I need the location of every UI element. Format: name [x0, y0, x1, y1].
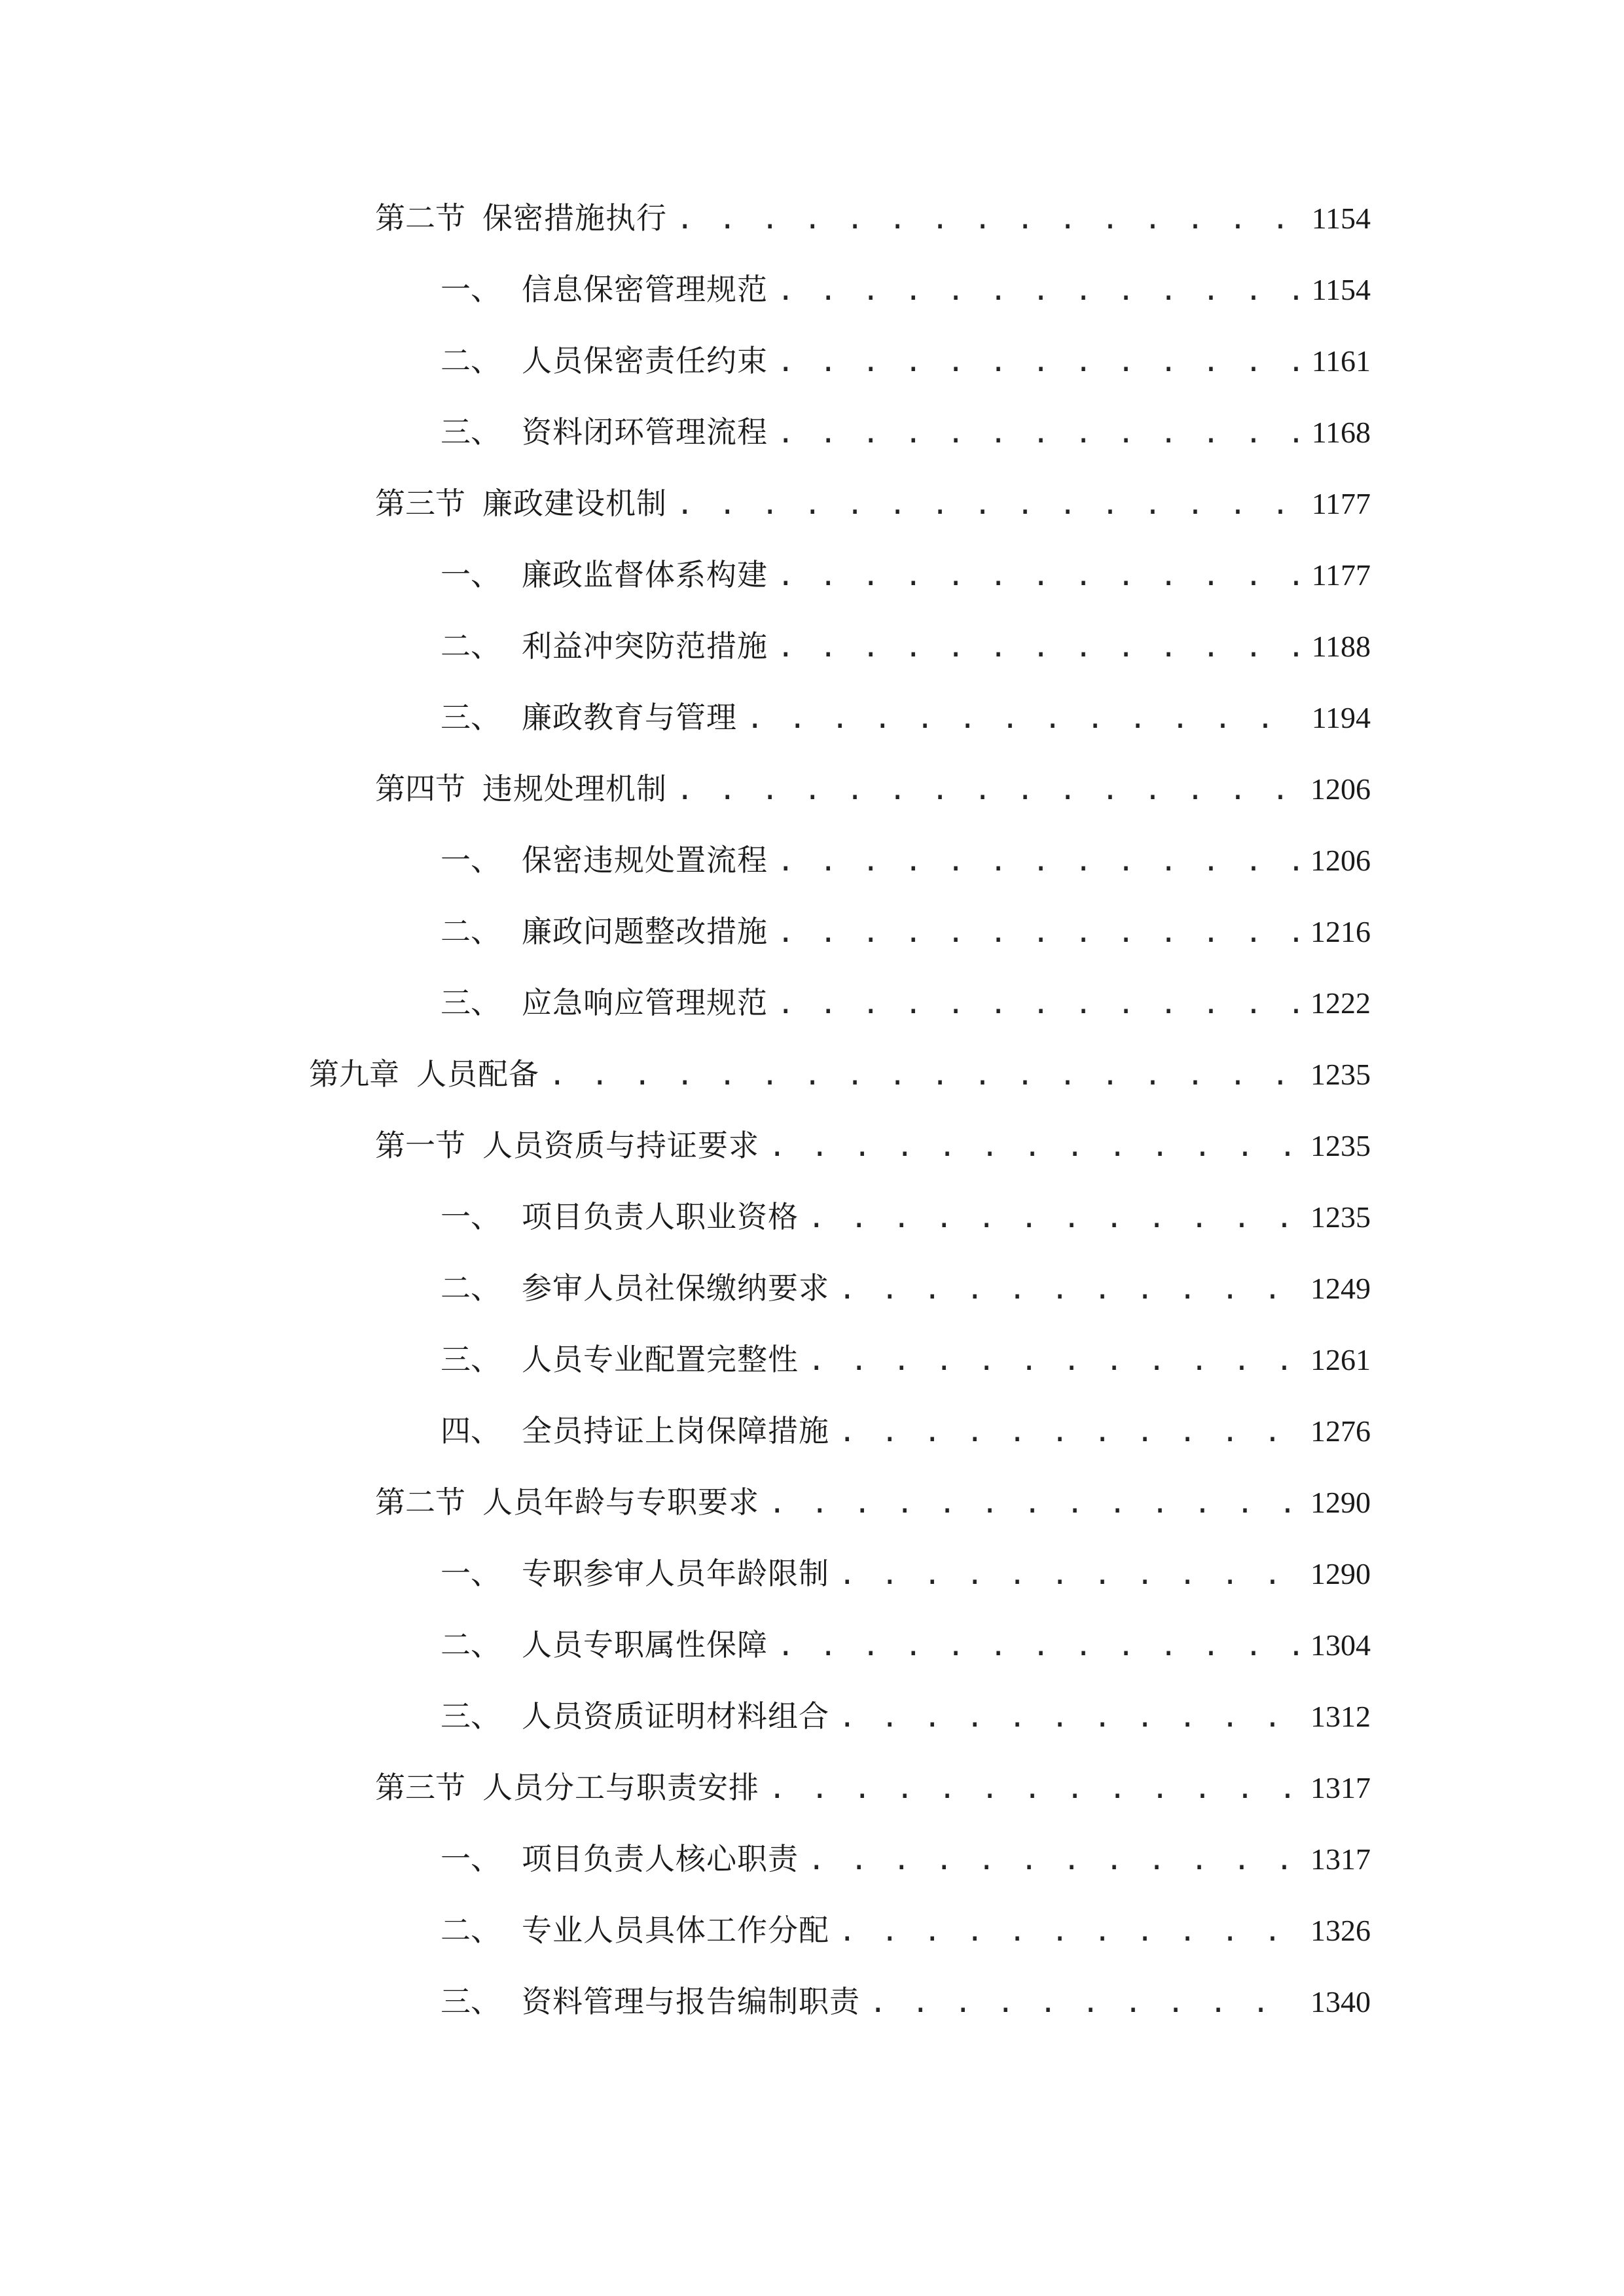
toc-entry-title: 保密措施执行 — [482, 200, 667, 236]
toc-entry-number: 一、 — [441, 272, 501, 307]
dot-leader — [549, 1052, 1299, 1097]
toc-entry[interactable] — [375, 480, 1371, 526]
toc-entry-page: 1317 — [1310, 1842, 1371, 1876]
toc-entry-page: 1194 — [1311, 701, 1371, 734]
toc-entry-page: 1206 — [1310, 772, 1371, 806]
toc-entry[interactable] — [375, 766, 1371, 812]
toc-entry-number: 一、 — [441, 1841, 501, 1876]
toc-entry-number: 二、 — [441, 1270, 501, 1306]
toc-entry-title: 人员保密责任约束 — [522, 343, 768, 378]
toc-entry-number: 三、 — [441, 1342, 501, 1377]
toc-entry-number: 第三节 — [375, 1770, 465, 1805]
toc-entry-title: 保密违规处置流程 — [522, 842, 768, 878]
toc-entry-number: 三、 — [441, 985, 501, 1020]
toc-entry-page: 1161 — [1311, 344, 1371, 378]
dot-leader — [676, 196, 1300, 241]
dot-leader — [777, 553, 1300, 598]
toc-entry-number: 一、 — [441, 1556, 501, 1591]
toc-entry-page: 1216 — [1310, 915, 1371, 948]
toc-entry-title: 专业人员具体工作分配 — [522, 1912, 829, 1948]
toc-entry-title: 资料管理与报告编制职责 — [522, 1984, 860, 2019]
dot-leader — [808, 1338, 1299, 1382]
dot-leader — [808, 1837, 1299, 1882]
dot-leader — [869, 1980, 1299, 2024]
toc-entry-title: 廉政建设机制 — [482, 486, 667, 521]
toc-entry-number: 第二节 — [375, 200, 465, 236]
toc-entry-page: 1235 — [1310, 1200, 1371, 1234]
toc-entry-page: 1312 — [1310, 1700, 1371, 1733]
toc-entry-title: 参审人员社保缴纳要求 — [522, 1270, 829, 1306]
toc-entry-title: 廉政监督体系构建 — [522, 557, 768, 592]
toc-entry-title: 人员专业配置完整性 — [522, 1342, 799, 1377]
dot-leader — [839, 1409, 1299, 1454]
toc-entry[interactable] — [441, 1979, 1371, 2024]
toc-entry-page: 1154 — [1311, 202, 1371, 235]
dot-leader — [676, 767, 1299, 812]
toc-entry[interactable] — [441, 837, 1371, 883]
toc-entry-title: 人员资质证明材料组合 — [522, 1698, 829, 1734]
dot-leader — [839, 1695, 1299, 1739]
toc-entry[interactable] — [441, 980, 1371, 1026]
toc-entry-title: 资料闭环管理流程 — [522, 414, 768, 450]
toc-entry-page: 1340 — [1310, 1985, 1371, 2018]
dot-leader — [777, 410, 1300, 455]
toc-entry[interactable] — [441, 1551, 1371, 1596]
toc-entry[interactable] — [375, 1765, 1371, 1810]
toc-entry[interactable] — [375, 1122, 1371, 1168]
toc-entry[interactable] — [441, 1265, 1371, 1311]
toc-entry[interactable] — [441, 552, 1371, 598]
toc-entry[interactable] — [441, 1194, 1371, 1240]
toc-entry[interactable] — [441, 694, 1371, 740]
toc-entry-number: 二、 — [441, 1912, 501, 1948]
dot-leader — [768, 1766, 1299, 1810]
toc-entry-number: 二、 — [441, 1627, 501, 1662]
toc-entry-page: 1249 — [1310, 1272, 1371, 1305]
toc-entry-page: 1177 — [1311, 487, 1371, 520]
dot-leader — [839, 1552, 1299, 1596]
toc-entry-page: 1326 — [1310, 1914, 1371, 1947]
toc-entry-number: 一、 — [441, 842, 501, 878]
toc-entry-title: 项目负责人核心职责 — [522, 1841, 799, 1876]
toc-entry-title: 人员分工与职责安排 — [482, 1770, 759, 1805]
toc-entry-number: 三、 — [441, 414, 501, 450]
toc-entry[interactable] — [441, 1408, 1371, 1454]
dot-leader — [777, 1623, 1299, 1668]
toc-entry[interactable] — [375, 195, 1371, 241]
toc-entry-page: 1168 — [1311, 416, 1371, 449]
toc-entry[interactable] — [441, 1693, 1371, 1739]
toc-entry-title: 廉政教育与管理 — [522, 700, 737, 735]
toc-entry-number: 第九章 — [309, 1056, 399, 1092]
toc-entry-number: 二、 — [441, 914, 501, 949]
toc-entry[interactable] — [441, 908, 1371, 954]
toc-entry-number: 第三节 — [375, 486, 465, 521]
toc-entry-page: 1154 — [1311, 273, 1371, 306]
toc-entry-number: 三、 — [441, 1698, 501, 1734]
toc-entry[interactable] — [441, 1836, 1371, 1882]
toc-entry-number: 第二节 — [375, 1484, 465, 1520]
toc-entry-page: 1317 — [1310, 1771, 1371, 1804]
dot-leader — [777, 624, 1300, 669]
toc-entry[interactable] — [441, 623, 1371, 669]
toc-entry-number: 二、 — [441, 343, 501, 378]
toc-entry-number: 一、 — [441, 1199, 501, 1234]
toc-entry-number: 四、 — [441, 1413, 501, 1448]
dot-leader — [777, 910, 1299, 954]
toc-entry-number: 三、 — [441, 1984, 501, 2019]
toc-entry-page: 1222 — [1310, 986, 1371, 1020]
toc-entry[interactable] — [441, 338, 1371, 384]
toc-entry-title: 人员专职属性保障 — [522, 1627, 768, 1662]
toc-entry[interactable] — [441, 1336, 1371, 1382]
toc-entry-number: 三、 — [441, 700, 501, 735]
dot-leader — [768, 1124, 1299, 1168]
dot-leader — [839, 1266, 1299, 1311]
dot-leader — [808, 1195, 1299, 1240]
toc-entry-title: 违规处理机制 — [482, 771, 667, 806]
toc-entry-title: 人员资质与持证要求 — [482, 1128, 759, 1163]
toc-entry[interactable] — [441, 1907, 1371, 1953]
toc-entry-title: 项目负责人职业资格 — [522, 1199, 799, 1234]
toc-entry-title: 应急响应管理规范 — [522, 985, 768, 1020]
toc-entry-page: 1177 — [1311, 558, 1371, 592]
toc-entry[interactable] — [375, 1479, 1371, 1525]
toc-entry-number: 一、 — [441, 557, 501, 592]
toc-entry-page: 1304 — [1310, 1628, 1371, 1662]
dot-leader — [839, 1909, 1299, 1953]
dot-leader — [676, 482, 1300, 526]
toc-entry[interactable] — [441, 1622, 1371, 1668]
toc-entry-title: 信息保密管理规范 — [522, 272, 768, 307]
dot-leader — [777, 981, 1299, 1026]
dot-leader — [768, 1480, 1299, 1525]
toc-entry-number: 二、 — [441, 628, 501, 664]
toc-entry-number: 第一节 — [375, 1128, 465, 1163]
toc-entry-title: 廉政问题整改措施 — [522, 914, 768, 949]
toc-entry-page: 1261 — [1310, 1343, 1371, 1376]
toc-entry[interactable] — [441, 266, 1371, 312]
toc-entry-title: 人员年龄与专职要求 — [482, 1484, 759, 1520]
toc-entry-page: 1188 — [1311, 630, 1371, 663]
toc-entry-number: 第四节 — [375, 771, 465, 806]
toc-entry-title: 专职参审人员年龄限制 — [522, 1556, 829, 1591]
toc-entry-page: 1206 — [1310, 844, 1371, 877]
toc-entry-page: 1290 — [1310, 1557, 1371, 1590]
toc-entry[interactable] — [441, 409, 1371, 455]
toc-entry[interactable] — [309, 1051, 1371, 1097]
toc-entry-page: 1276 — [1310, 1414, 1371, 1448]
toc-entry-title: 人员配备 — [416, 1056, 539, 1092]
toc-entry-title: 利益冲突防范措施 — [522, 628, 768, 664]
toc-entry-page: 1235 — [1310, 1129, 1371, 1162]
dot-leader — [746, 696, 1300, 740]
dot-leader — [777, 339, 1300, 384]
dot-leader — [777, 838, 1299, 883]
toc-entry-title: 全员持证上岗保障措施 — [522, 1413, 829, 1448]
toc-entry-page: 1235 — [1310, 1058, 1371, 1091]
dot-leader — [777, 268, 1300, 312]
toc-entry-page: 1290 — [1310, 1486, 1371, 1519]
